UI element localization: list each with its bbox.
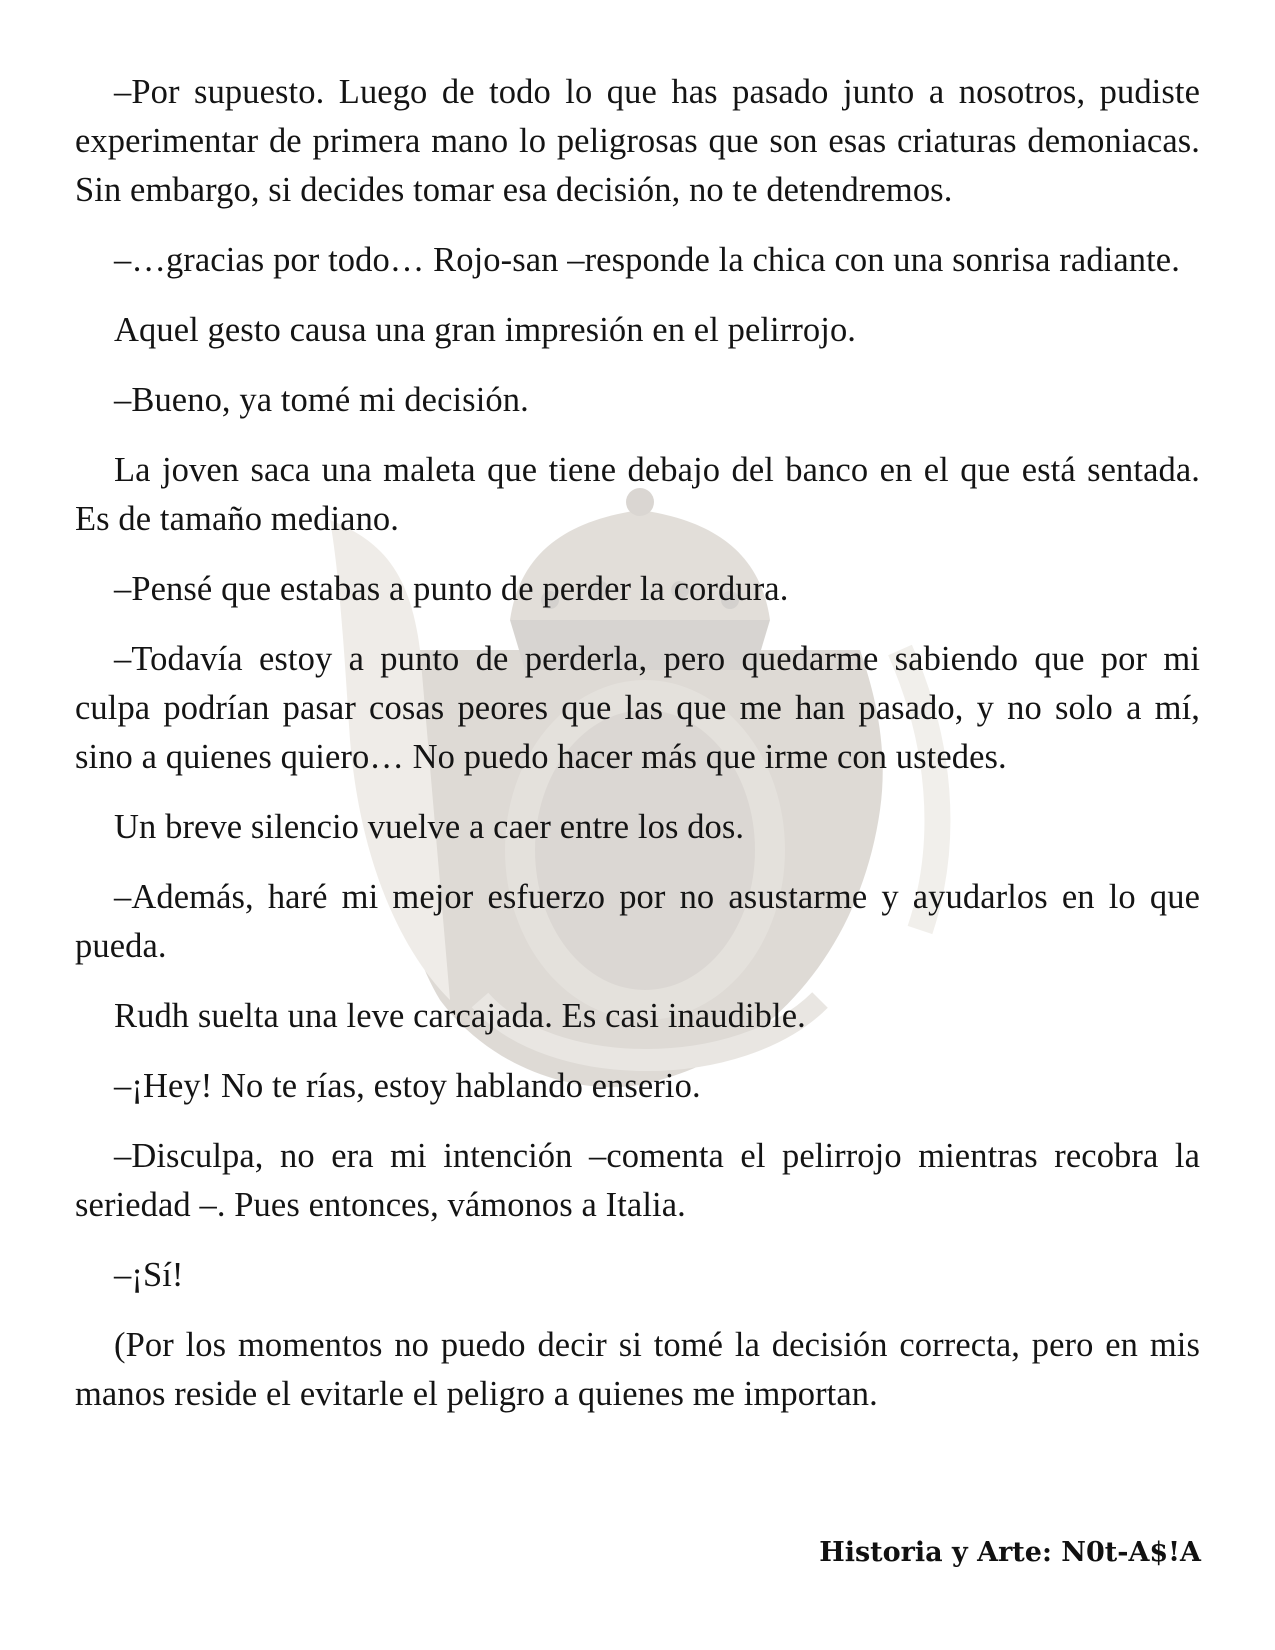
paragraph: (Por los momentos no puedo decir si tomé la decisión correcta, pero en mis manos reside el evitarle el peligro a quienes me importan. <box>75 1326 1200 1413</box>
paragraph: Rudh suelta una leve carcajada. Es casi inaudible. <box>114 997 806 1035</box>
author-credit: Historia y Arte: N0t-A$!A <box>819 1537 1201 1568</box>
paragraph: La joven saca una maleta que tiene debajo del banco en el que está sentada. Es de tamaño mediano. <box>75 451 1200 538</box>
paragraph: –Bueno, ya tomé mi decisión. <box>114 381 529 419</box>
paragraph: –Disculpa, no era mi intención –comenta el pelirrojo mientras recobra la seriedad –. Pues entonces, vámonos a Italia. <box>75 1137 1200 1224</box>
paragraph: –…gracias por todo… Rojo-san –responde la chica con una sonrisa radiante. <box>114 241 1180 279</box>
paragraph: –Pensé que estabas a punto de perder la cordura. <box>114 570 789 608</box>
paragraph: Aquel gesto causa una gran impresión en el pelirrojo. <box>114 311 857 349</box>
paragraph: –¡Sí! <box>114 1256 184 1294</box>
story-text <box>75 68 1200 1440</box>
paragraph: –Por supuesto. Luego de todo lo que has pasado junto a nosotros, pudiste experimentar de primera mano lo peligrosas que son esas criaturas demoniacas. Sin embargo, si decides tomar esa decisión, no te detendremos. <box>75 73 1200 209</box>
paragraph: –¡Hey! No te rías, estoy hablando enserio. <box>114 1067 701 1105</box>
paragraph: Un breve silencio vuelve a caer entre los dos. <box>114 808 745 846</box>
paragraph: –Además, haré mi mejor esfuerzo por no asustarme y ayudarlos en lo que pueda. <box>75 878 1200 965</box>
paragraph: –Todavía estoy a punto de perderla, pero quedarme sabiendo que por mi culpa podrían pasar cosas peores que las que me han pasado, y no solo a mí, sino a quienes quiero… No puedo hacer más que irme con ustedes. <box>75 640 1200 776</box>
